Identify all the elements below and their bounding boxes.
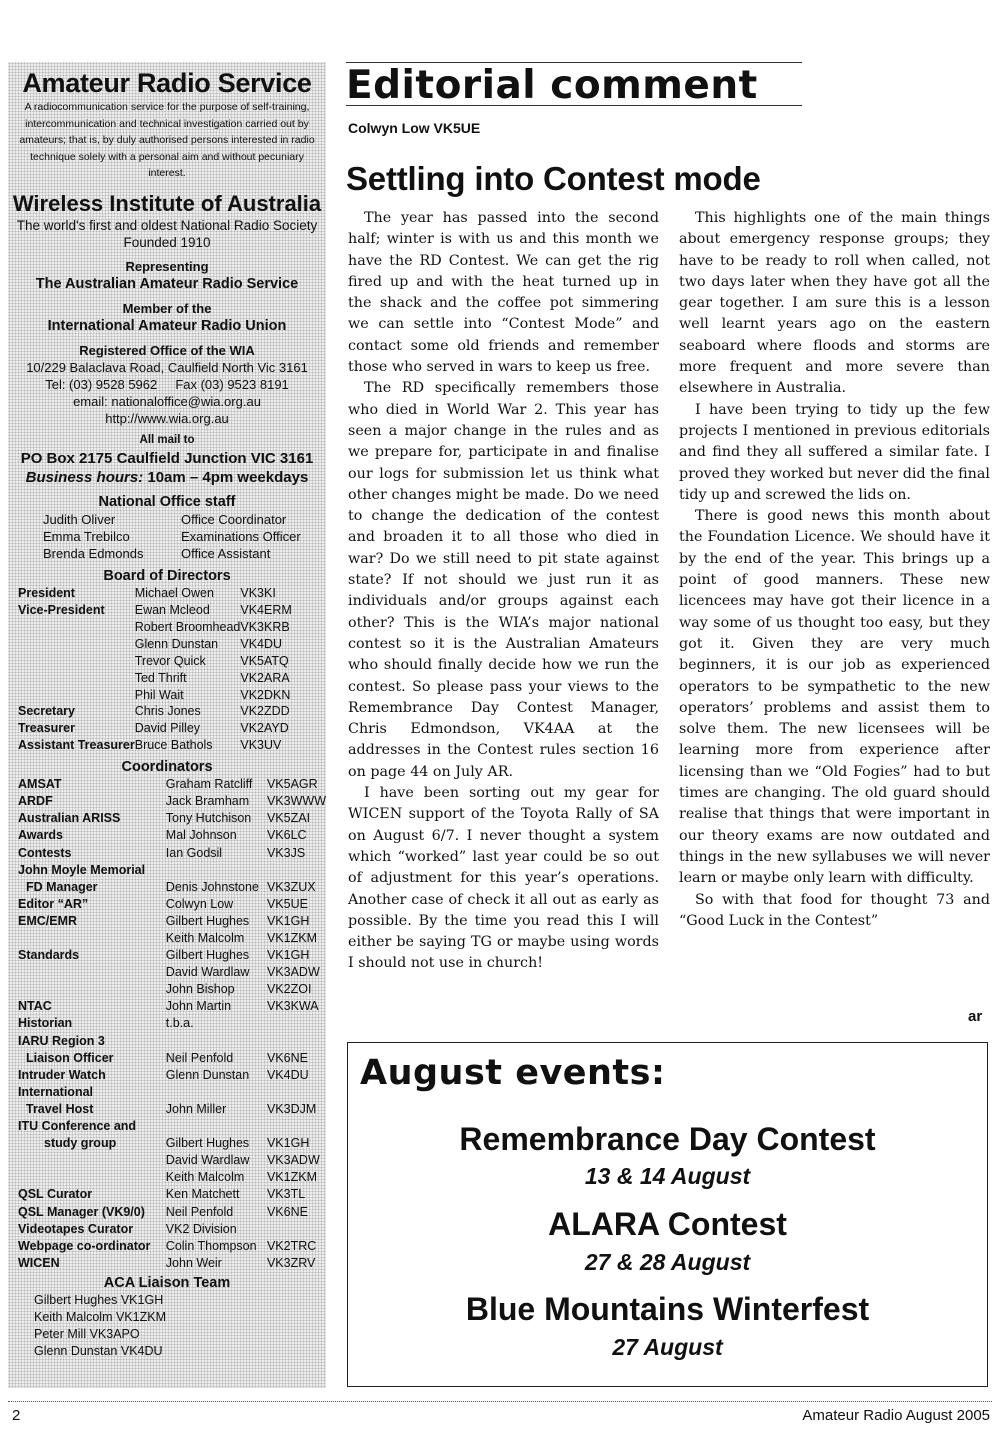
editorial-section-title: Editorial comment	[346, 63, 758, 108]
coordinator-callsign: VK6NE	[266, 1050, 308, 1065]
board-name: Ewan Mcleod	[134, 603, 210, 618]
coordinator-callsign: VK3ZUX	[266, 879, 316, 894]
board-role	[18, 619, 135, 636]
signoff: ar	[968, 1008, 983, 1025]
board-role	[18, 653, 135, 670]
event-date: 27 & 28 August	[584, 1249, 751, 1275]
board-name: Robert Broomhead	[134, 619, 241, 634]
coordinator-callsign: VK3JS	[266, 845, 306, 860]
coordinator-row	[18, 981, 326, 998]
coordinator-row	[18, 862, 326, 879]
coordinator-name: John Miller	[165, 1101, 227, 1116]
coordinator-role: Editor “AR”	[18, 896, 89, 911]
office-address: 10/229 Balaclava Road, Caulfield North Vic 3161	[26, 359, 308, 375]
article-paragraph: There is good news this month about the Foundation Licence. We should have it by the end of the year. This brings up a point of good manners. These new licencees may have got their licence in a way some of us thought too easy, but they got it. Given they are very much beginners, it is our job as experienced operators to be sympathetic to the new operators’ problems and assist them to solve them. The new licensees will be learning more from experience after licensing than we “Old Fogies” had to but times are changing. The old guard should realise that things that were important in our theory exams are now outdated and things in the new syllabuses we will never learn or maybe only learn with difficulty.	[679, 508, 990, 887]
business-hours	[8, 468, 326, 487]
board-callsign: VK3KRB	[240, 619, 290, 634]
coordinator-name: VK2 Division	[165, 1221, 237, 1236]
coordinator-role: Contests	[18, 845, 72, 860]
representing-label: Representing	[125, 258, 209, 274]
coordinator-name: Glenn Dunstan	[165, 1067, 250, 1082]
coordinator-role: NTAC	[18, 999, 52, 1014]
board-callsign: VK2DKN	[240, 687, 291, 702]
board-row	[18, 602, 292, 619]
staff-row	[43, 545, 301, 562]
board-name: Chris Jones	[134, 704, 201, 719]
coordinator-row	[18, 1169, 326, 1186]
coordinator-callsign: VK2TRC	[266, 1238, 317, 1253]
coordinator-callsign: VK3TL	[266, 1187, 306, 1202]
coordinator-row	[18, 964, 326, 981]
board-name: Ted Thrift	[134, 670, 187, 685]
coordinator-row	[18, 1238, 326, 1255]
board-table	[18, 585, 292, 754]
coordinator-name: Graham Ratcliff	[165, 777, 253, 792]
coordinator-callsign: VK6NE	[266, 1204, 308, 1219]
article-paragraph: I have been sorting out my gear for WICEN support of the Toyota Rally of SA on August 6/7. I never thought a system which “worked” last year could be so out of adjustment for this year’s operations. Another case of check it all out as early as possible. By the time you read this I will either be saying TG or maybe using words I should not use in church!	[348, 785, 659, 972]
board-callsign: VK4ERM	[240, 603, 292, 618]
event-date: 27 August	[612, 1334, 723, 1360]
coordinator-role: study group	[44, 1136, 117, 1151]
august-events-box	[347, 1042, 988, 1387]
coordinator-name: David Wardlaw	[165, 965, 250, 980]
coordinator-name: Keith Malcolm	[165, 931, 245, 946]
publication-info: Amateur Radio August 2005	[802, 1407, 990, 1424]
coordinator-row	[18, 879, 326, 896]
board-row	[18, 737, 292, 754]
coordinator-role: ITU Conference and	[18, 1119, 137, 1134]
board-callsign: VK2AYD	[240, 721, 289, 736]
coordinator-role: QSL Manager (VK9/0)	[18, 1204, 145, 1219]
coordinator-callsign: VK3ZRV	[266, 1255, 316, 1270]
coordinator-callsign: VK6LC	[266, 828, 307, 843]
coordinator-row	[18, 1015, 326, 1032]
board-row	[18, 653, 292, 670]
coordinator-row	[18, 1221, 326, 1238]
article-column-left	[348, 208, 659, 975]
board-name: Glenn Dunstan	[134, 636, 219, 651]
coordinator-role	[18, 1169, 166, 1186]
phone-line	[8, 376, 326, 393]
coordinator-name: Jack Bramham	[165, 794, 250, 809]
board-row	[18, 703, 292, 720]
coordinator-row	[18, 1135, 326, 1152]
mail-label: All mail to	[139, 433, 195, 446]
article-paragraph: The year has passed into the second half; winter is with us and this month we have the RD Contest. We can get the rig fired up and with the heat turned up in the shack and the coffee pot simmering we can settle into “Contest Mode” and contact some old friends and remember those who served in wars to keep us free.	[348, 210, 659, 376]
coordinator-callsign	[267, 1221, 326, 1238]
coordinator-role	[18, 1152, 166, 1169]
coordinator-role: ARDF	[18, 794, 53, 809]
article-paragraph: So with that food for thought 73 and “Good Luck in the Contest”	[679, 891, 990, 929]
sidebar-panel	[8, 62, 326, 1388]
office-website[interactable]: http://www.wia.org.au	[105, 410, 229, 426]
coordinator-row	[18, 1050, 326, 1067]
coordinator-role: WICEN	[18, 1255, 60, 1270]
coordinator-row	[18, 947, 326, 964]
staff-role: Office Coordinator	[181, 511, 287, 527]
staff-name: Emma Trebilco	[43, 528, 130, 544]
coordinator-row	[18, 913, 326, 930]
title-rule-bottom	[346, 105, 802, 106]
staff-role: Examinations Officer	[181, 528, 301, 544]
coordinator-role: AMSAT	[18, 777, 62, 792]
coordinator-role: International	[18, 1084, 94, 1099]
coordinator-row	[18, 1255, 326, 1272]
coordinator-name: Ken Matchett	[165, 1187, 240, 1202]
coordinator-callsign: VK1GH	[266, 913, 310, 928]
board-heading: Board of Directors	[103, 568, 231, 585]
board-role	[18, 636, 135, 653]
staff-heading: National Office staff	[98, 493, 236, 510]
coordinator-row	[18, 1101, 326, 1118]
coordinator-callsign: VK1GH	[266, 1136, 310, 1151]
coordinator-callsign: VK3DJM	[266, 1101, 317, 1116]
hours-label: Business hours:	[25, 468, 144, 486]
coordinator-name: Ian Godsil	[165, 845, 223, 860]
representing-value: The Australian Amateur Radio Service	[35, 275, 299, 292]
article-headline: Settling into Contest mode	[346, 160, 761, 197]
staff-row	[43, 528, 301, 545]
coordinator-role: Liaison Officer	[26, 1050, 114, 1065]
tel-number: Tel: (03) 9528 5962	[45, 376, 158, 392]
coordinator-name: Gilbert Hughes	[165, 948, 250, 963]
event-date: 13 & 14 August	[584, 1163, 751, 1189]
event-name: Blue Mountains Winterfest	[465, 1291, 870, 1327]
event-name: ALARA Contest	[548, 1206, 787, 1242]
coordinator-name: Neil Penfold	[165, 1204, 234, 1219]
board-callsign: VK5ATQ	[240, 653, 289, 668]
board-row	[18, 619, 292, 636]
coordinator-callsign: VK1GH	[266, 948, 310, 963]
coordinator-role: Historian	[18, 1016, 73, 1031]
coordinators-table	[18, 776, 326, 1272]
coordinator-name: John Weir	[165, 1255, 222, 1270]
coordinator-name: John Martin	[165, 999, 232, 1014]
article-paragraph: The RD specifically remembers those who died in World War 2. This year has seen a major change in the rules and as we prepare for, participate in and finalise our logs for submission let us think what other changes might be made. Do we need to change the dedication of the contest and broaden it to all those who died in war? Do we still need to pit state against state? If not should we just run it as individuals and/or groups against each other? This is the WIA’s major national contest so it is the Australian Amateurs who should finally decide how we run the contest. So please pass your views to the Remembrance Day Contest Manager, Chris Edmondson, VK4AA at the addresses in the Contest rules section 16 on page 44 on July AR.	[348, 380, 659, 780]
board-row	[18, 636, 292, 653]
coordinator-role: Awards	[18, 828, 63, 843]
coordinator-callsign: VK1ZKM	[266, 1170, 317, 1185]
coordinator-callsign: VK2ZOI	[266, 982, 312, 997]
board-callsign: VK2ZDD	[240, 704, 290, 719]
coordinator-name: John Bishop	[165, 982, 235, 997]
aca-member: Peter Mill VK3APO	[34, 1327, 140, 1342]
coordinator-row	[18, 1067, 326, 1084]
coordinator-role: Australian ARISS	[18, 811, 121, 826]
board-callsign: VK4DU	[240, 636, 283, 651]
board-role	[18, 687, 135, 704]
board-row	[18, 585, 292, 602]
page-number: 2	[12, 1407, 21, 1424]
aca-heading: ACA Liaison Team	[103, 1274, 231, 1291]
coordinator-row	[18, 827, 326, 844]
coordinator-name: Tony Hutchison	[165, 811, 252, 826]
board-name: David Pilley	[134, 721, 201, 736]
coordinator-row	[18, 1186, 326, 1203]
coordinator-callsign	[267, 1015, 326, 1032]
coordinator-callsign: VK4DU	[266, 1067, 309, 1082]
staff-table	[43, 511, 301, 563]
coordinator-role	[18, 964, 166, 981]
coordinator-name: Gilbert Hughes	[165, 1136, 250, 1151]
coordinator-role: Travel Host	[26, 1101, 94, 1116]
board-name: Bruce Bathols	[134, 738, 213, 753]
coordinator-callsign: VK5AGR	[266, 777, 318, 792]
board-row	[18, 670, 292, 687]
staff-name: Judith Oliver	[43, 511, 116, 527]
coordinator-name: Colwyn Low	[165, 896, 234, 911]
coordinator-name: David Wardlaw	[165, 1153, 250, 1168]
coordinator-name: Denis Johnstone	[165, 879, 259, 894]
coordinator-role: IARU Region 3	[18, 1033, 105, 1048]
office-email[interactable]: email: nationaloffice@wia.org.au	[73, 393, 261, 409]
coordinator-callsign: VK5UE	[266, 896, 308, 911]
office-label: Registered Office of the WIA	[79, 342, 255, 358]
coordinator-row	[18, 810, 326, 827]
coordinator-role: Intruder Watch	[18, 1067, 106, 1082]
board-name: Phil Wait	[134, 687, 184, 702]
article-paragraph: I have been trying to tidy up the few projects I mentioned in previous editorials and find they all suffered a similar fate. I proved they worked but never did the final tidy up and screwed the lids on.	[679, 401, 990, 503]
wia-name: Wireless Institute of Australia	[12, 190, 322, 216]
coordinator-role: Standards	[18, 948, 80, 963]
coordinator-role: QSL Curator	[18, 1187, 93, 1202]
footer-rule	[8, 1401, 992, 1402]
board-name: Trevor Quick	[134, 653, 206, 668]
board-role: President	[18, 586, 75, 601]
member-value: International Amateur Radio Union	[47, 317, 287, 334]
board-role: Assistant Treasurer	[18, 738, 135, 753]
coordinator-row	[18, 1084, 326, 1101]
article-column-right	[679, 208, 990, 932]
coordinator-callsign: VK3ADW	[266, 1153, 320, 1168]
coordinator-row	[18, 1118, 326, 1135]
board-name: Michael Owen	[134, 586, 214, 601]
wia-description: The world's first and oldest National Radio Society	[16, 217, 318, 233]
coordinator-callsign: VK3KWA	[266, 999, 319, 1014]
board-callsign: VK3UV	[240, 738, 282, 753]
events-title: August events:	[360, 1053, 666, 1093]
wia-founded: Founded 1910	[123, 234, 211, 250]
sidebar-title: Amateur Radio Service	[22, 68, 312, 98]
coordinator-name: Neil Penfold	[165, 1050, 234, 1065]
coordinator-role: EMC/EMR	[18, 913, 78, 928]
coordinator-name: Colin Thompson	[165, 1238, 257, 1253]
member-label: Member of the	[122, 300, 212, 316]
coordinator-row	[18, 845, 326, 862]
board-role: Vice-President	[18, 603, 105, 618]
staff-name: Brenda Edmonds	[43, 545, 144, 561]
mail-address: PO Box 2175 Caulfield Junction VIC 3161	[20, 449, 314, 467]
coordinator-callsign: VK5ZAI	[266, 811, 311, 826]
board-callsign: VK2ARA	[240, 670, 290, 685]
coordinator-role: John Moyle Memorial	[18, 862, 146, 877]
coordinator-row	[18, 998, 326, 1015]
board-role: Treasurer	[18, 721, 75, 736]
aca-member: Glenn Dunstan VK4DU	[34, 1344, 163, 1359]
board-role: Secretary	[18, 704, 75, 719]
coordinator-name: Keith Malcolm	[165, 1170, 245, 1185]
fax-number: Fax (03) 9523 8191	[175, 376, 289, 392]
service-description: A radiocommunication service for the purpose of self-training, intercommunication and technical investigation carried out by amateurs; that is, by duly authorised persons interested in radio technique solely with a personal aim and without pecuniary interest.	[19, 101, 315, 179]
coordinator-role: Webpage co-ordinator	[18, 1238, 151, 1253]
board-row	[18, 687, 292, 704]
coordinator-row	[18, 1204, 326, 1221]
byline: Colwyn Low VK5UE	[348, 120, 481, 136]
coordinator-row	[18, 896, 326, 913]
coordinator-callsign: VK3WWW	[266, 794, 326, 809]
aca-member: Gilbert Hughes VK1GH	[34, 1292, 164, 1307]
staff-role: Office Assistant	[181, 545, 271, 561]
board-callsign: VK3KI	[240, 586, 276, 601]
coordinator-row	[18, 776, 326, 793]
aca-list	[34, 1292, 326, 1360]
coordinator-callsign: VK3ADW	[266, 965, 320, 980]
coordinator-name: Mal Johnson	[165, 828, 237, 843]
coordinator-row	[18, 1033, 326, 1050]
coordinator-callsign: VK1ZKM	[266, 931, 317, 946]
coordinator-name: Gilbert Hughes	[165, 913, 250, 928]
coordinator-row	[18, 793, 326, 810]
coordinators-heading: Coordinators	[121, 759, 213, 776]
coordinator-name: t.b.a.	[165, 1016, 194, 1031]
board-row	[18, 720, 292, 737]
board-role	[18, 670, 135, 687]
event-name: Remembrance Day Contest	[459, 1121, 876, 1157]
aca-member: Keith Malcolm VK1ZKM	[34, 1309, 166, 1324]
staff-row	[43, 511, 301, 528]
coordinator-role	[18, 981, 166, 998]
coordinator-row	[18, 930, 326, 947]
hours-value: 10am – 4pm weekdays	[147, 468, 309, 486]
coordinator-role	[18, 930, 166, 947]
coordinator-row	[18, 1152, 326, 1169]
coordinator-role: Videotapes Curator	[18, 1221, 134, 1236]
article-paragraph: This highlights one of the main things about emergency response groups; they have to be ready to roll when called, not two days later when they have got all the gear together. I am sure this is a lesson well learnt years ago on the eastern seaboard where floods and storms are more frequent and more severe than elsewhere in Australia.	[679, 210, 990, 397]
coordinator-role: FD Manager	[26, 879, 98, 894]
